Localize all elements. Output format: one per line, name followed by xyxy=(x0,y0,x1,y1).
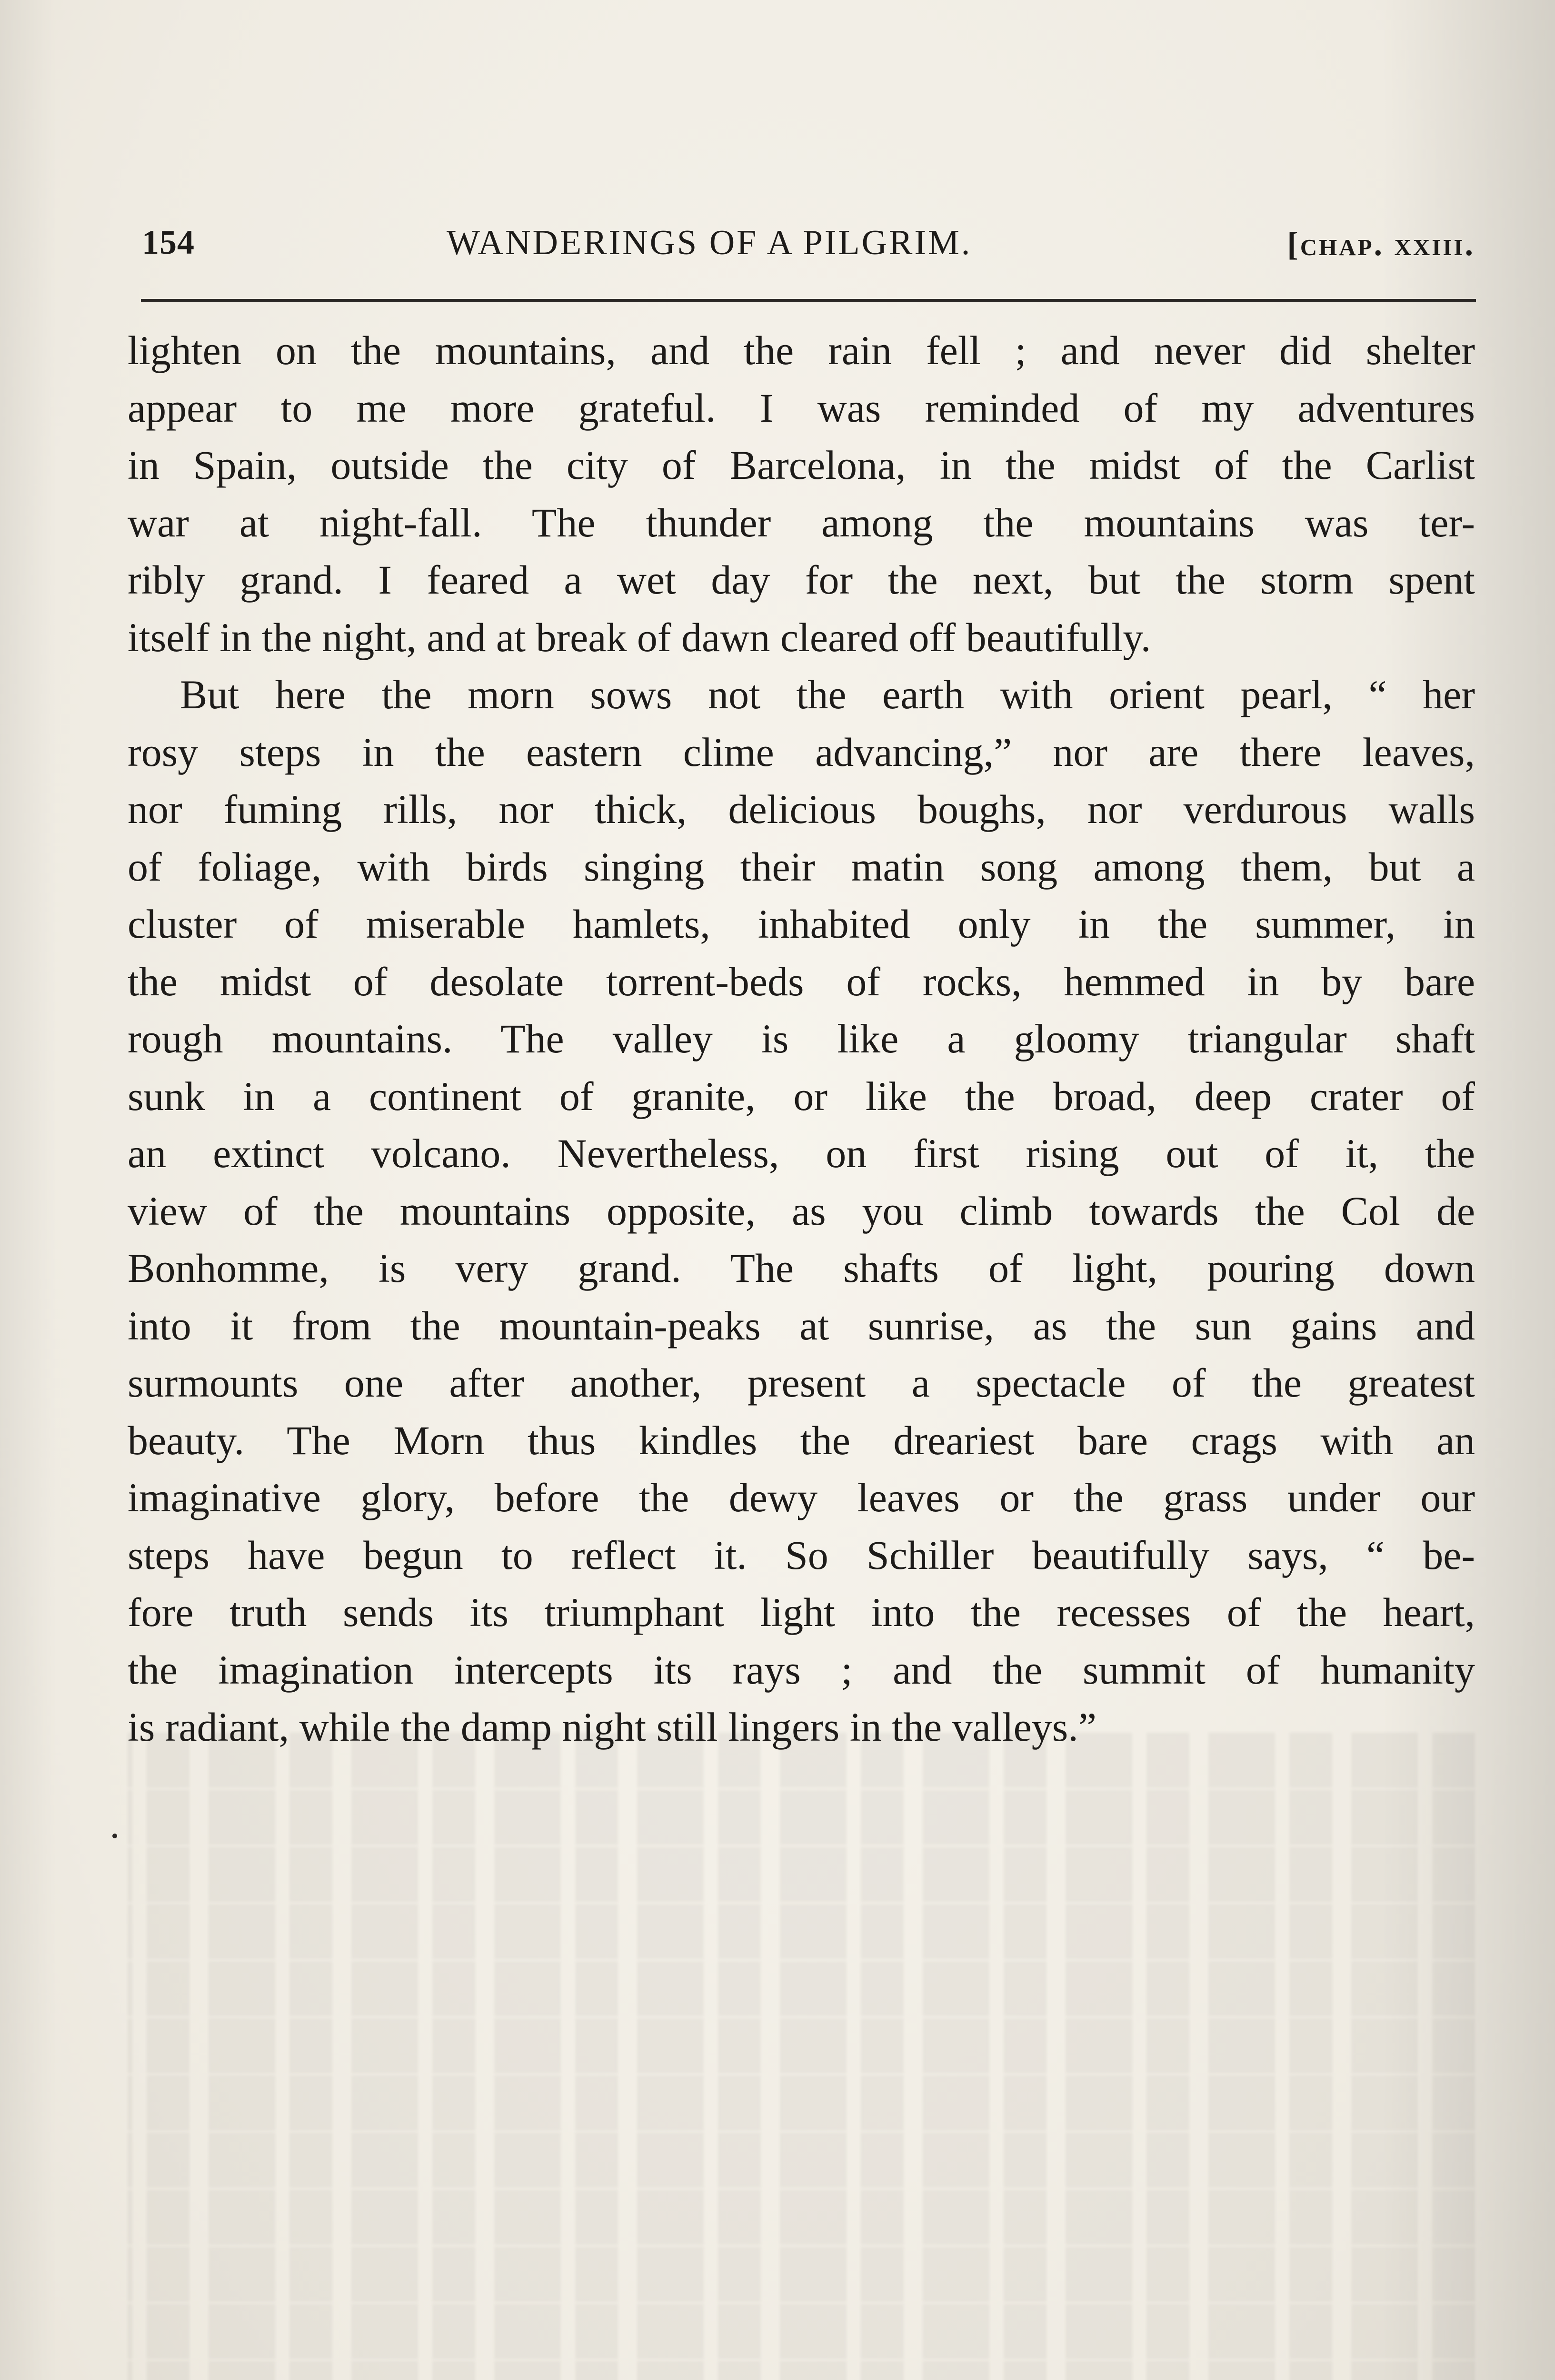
text-line: the imagination intercepts its rays ; and the summit of humanity xyxy=(128,1646,1475,1693)
ink-speck xyxy=(112,1834,117,1838)
text-line: nor fuming rills, nor thick, delicious boughs, nor verdurous walls xyxy=(128,786,1475,832)
text-line: imaginative glory, before the dewy leaves or the grass under our xyxy=(128,1475,1475,1520)
text-line: rosy steps in the eastern clime advancing,” nor are there leaves, xyxy=(128,729,1475,775)
running-head xyxy=(142,223,1475,280)
text-line: beauty. The Morn thus kindles the dreariest bare crags with an xyxy=(128,1417,1475,1463)
chapter-reference: [chap. xxiii. xyxy=(1287,226,1475,263)
text-line: steps have begun to reflect it. So Schiller beautifully says, “ be- xyxy=(128,1532,1475,1578)
text-line: the midst of desolate torrent-beds of rocks, hemmed in by bare xyxy=(128,958,1475,1004)
text-line: Bonhomme, is very grand. The shafts of light, pouring down xyxy=(128,1245,1475,1291)
text-line: an extinct volcano. Nevertheless, on first rising out of it, the xyxy=(128,1130,1475,1176)
text-line: But here the morn sows not the earth with orient pearl, “ her xyxy=(180,672,1475,717)
text-line: cluster of miserable hamlets, inhabited only in the summer, in xyxy=(128,901,1475,947)
text-line: into it from the mountain-peaks at sunrise, as the sun gains and xyxy=(128,1302,1475,1349)
text-line: itself in the night, and at break of dawn cleared off beautifully. xyxy=(128,614,1151,660)
text-line: in Spain, outside the city of Barcelona, in the midst of the Carlist xyxy=(128,442,1475,488)
text-line: of foliage, with birds singing their matin song among them, but a xyxy=(128,843,1475,890)
show-through-bleed xyxy=(128,1733,1475,2380)
text-line: war at night-fall. The thunder among the mountains was ter- xyxy=(128,499,1475,545)
text-line: surmounts one after another, present a spectacle of the greatest xyxy=(128,1360,1475,1406)
text-line: appear to me more grateful. I was reminded of my adventures xyxy=(128,385,1475,431)
text-line: rough mountains. The valley is like a gloomy triangular shaft xyxy=(128,1016,1475,1061)
text-line: view of the mountains opposite, as you climb towards the Col de xyxy=(128,1188,1475,1234)
text-line: ribly grand. I feared a wet day for the next, but the storm spent xyxy=(128,557,1475,603)
text-line: fore truth sends its triumphant light into the recesses of the heart, xyxy=(128,1589,1475,1635)
body-text xyxy=(128,322,1475,1756)
running-title: WANDERINGS OF A PILGRIM. xyxy=(447,223,972,262)
page-number: 154 xyxy=(142,223,195,261)
text-line: is radiant, while the damp night still lingers in the valleys.” xyxy=(128,1704,1096,1750)
text-line: sunk in a continent of granite, or like the broad, deep crater of xyxy=(128,1073,1475,1119)
text-line: lighten on the mountains, and the rain fell ; and never did shelter xyxy=(128,327,1475,373)
header-rule xyxy=(141,299,1476,302)
